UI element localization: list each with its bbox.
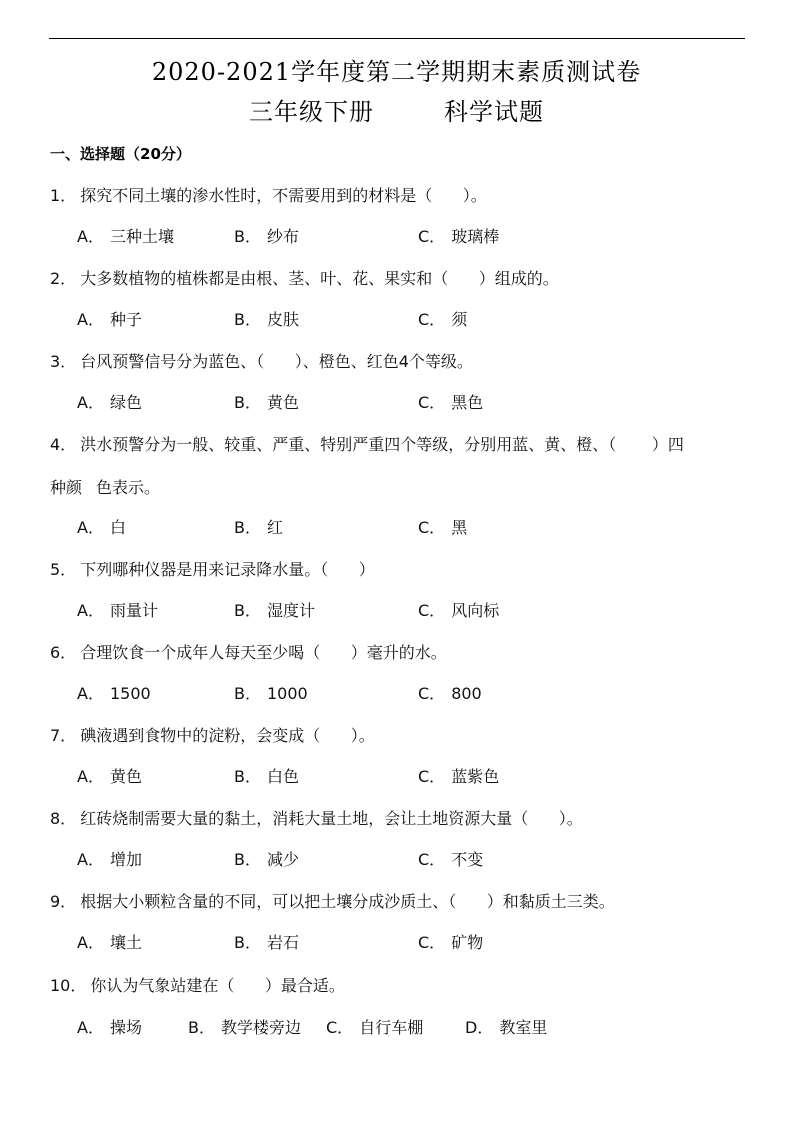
option-c[interactable]: C． 黑色: [418, 393, 484, 412]
option-b[interactable]: B． 教学楼旁边: [188, 1018, 301, 1037]
section-heading: 一、选择题（20分）: [50, 145, 191, 163]
header-rule: [49, 38, 745, 39]
option-b[interactable]: B． 纱布: [234, 227, 299, 246]
option-c[interactable]: C． 不变: [418, 850, 484, 869]
question-3: [50, 350, 750, 374]
question-text-end: ）: [358, 560, 375, 579]
option-a[interactable]: A． 增加: [77, 850, 142, 869]
question-4-continuation: 种颜 色表示。: [50, 478, 161, 497]
question-number: 5．: [50, 560, 77, 579]
option-c[interactable]: C． 须: [418, 310, 468, 329]
answer-blank[interactable]: [456, 890, 487, 914]
question-1: [50, 184, 750, 208]
option-c[interactable]: C． 玻璃棒: [418, 227, 500, 246]
question-number: 2．: [50, 269, 77, 288]
question-2: [50, 267, 750, 291]
answer-blank[interactable]: [320, 724, 351, 748]
options-10: [77, 1016, 677, 1040]
option-c[interactable]: C． 自行车棚: [326, 1018, 424, 1037]
options-6: [77, 682, 677, 706]
subject-label: 科学试题: [444, 98, 544, 126]
question-number: 10．: [50, 976, 87, 995]
exam-subtitle: [0, 96, 793, 128]
question-number: 4．: [50, 435, 77, 454]
question-8: [50, 807, 750, 831]
options-2: [77, 308, 677, 332]
option-a[interactable]: A． 操场: [77, 1018, 142, 1037]
question-text-end: ）。: [462, 186, 487, 205]
option-c[interactable]: C． 风向标: [418, 601, 500, 620]
answer-blank[interactable]: [616, 433, 652, 457]
option-b[interactable]: B． 1000: [234, 684, 308, 703]
option-a[interactable]: A． 壤土: [77, 933, 142, 952]
question-text-end: ）和黏质土三类。: [486, 892, 615, 911]
question-number: 3．: [50, 352, 77, 371]
question-text: 大多数植物的植株都是由根、茎、叶、花、果实和（: [80, 269, 449, 288]
option-b[interactable]: B． 皮肤: [234, 310, 299, 329]
answer-blank[interactable]: [320, 641, 351, 665]
option-a[interactable]: A． 白: [77, 518, 126, 537]
question-10: [50, 974, 750, 998]
answer-blank[interactable]: [264, 350, 295, 374]
question-text-end: ）、橙色、红色4个等级。: [294, 352, 473, 371]
question-9: [50, 890, 750, 914]
options-1: [77, 225, 677, 249]
option-c[interactable]: C． 蓝紫色: [418, 767, 500, 786]
answer-blank[interactable]: [432, 184, 463, 208]
options-4: [77, 516, 677, 540]
question-text-end: ）毫升的水。: [350, 643, 447, 662]
question-number: 6．: [50, 643, 77, 662]
question-text-end: ）。: [350, 726, 375, 745]
option-d[interactable]: D． 教室里: [465, 1018, 548, 1037]
option-c[interactable]: C． 800: [418, 684, 482, 703]
question-text: 洪水预警分为一般、较重、严重、特别严重四个等级，分别用蓝、黄、橙、（: [80, 435, 617, 454]
option-b[interactable]: B． 湿度计: [234, 601, 315, 620]
answer-blank[interactable]: [448, 267, 479, 291]
question-text: 台风预警信号分为蓝色、（: [80, 352, 265, 371]
grade-label: 三年级下册: [249, 98, 374, 126]
option-c[interactable]: C． 黑: [418, 518, 468, 537]
question-text-end: ）组成的。: [478, 269, 559, 288]
question-number: 8．: [50, 809, 77, 828]
question-number: 1．: [50, 186, 77, 205]
question-4: [50, 433, 750, 457]
option-a[interactable]: A． 种子: [77, 310, 142, 329]
exam-title: 2020-2021学年度第二学期期末素质测试卷: [151, 58, 642, 86]
question-text: 合理饮食一个成年人每天至少喝（: [80, 643, 321, 662]
option-b[interactable]: B． 岩石: [234, 933, 299, 952]
answer-blank[interactable]: [528, 807, 559, 831]
option-a[interactable]: A． 黄色: [77, 767, 142, 786]
question-7: [50, 724, 750, 748]
options-3: [77, 391, 677, 415]
options-9: [77, 931, 677, 955]
option-c[interactable]: C． 矿物: [418, 933, 484, 952]
option-a[interactable]: A． 绿色: [77, 393, 142, 412]
question-5: [50, 558, 750, 582]
options-7: [77, 765, 677, 789]
question-text-end: ）最合适。: [264, 976, 345, 995]
question-text: 探究不同土壤的渗水性时，不需要用到的材料是（: [80, 186, 433, 205]
options-5: [77, 599, 677, 623]
option-a[interactable]: A． 雨量计: [77, 601, 158, 620]
option-a[interactable]: A． 三种土壤: [77, 227, 174, 246]
question-number: 9．: [50, 892, 77, 911]
answer-blank[interactable]: [234, 974, 265, 998]
question-text-end: ）。: [558, 809, 583, 828]
question-text-end: ）四: [651, 435, 684, 454]
option-b[interactable]: B． 黄色: [234, 393, 299, 412]
question-text: 根据大小颗粒含量的不同，可以把土壤分成沙质土、（: [80, 892, 457, 911]
question-number: 7．: [50, 726, 77, 745]
question-text: 碘液遇到食物中的淀粉，会变成（: [80, 726, 321, 745]
question-6: [50, 641, 750, 665]
option-b[interactable]: B． 白色: [234, 767, 299, 786]
options-8: [77, 848, 677, 872]
answer-blank[interactable]: [328, 558, 359, 582]
question-text: 红砖烧制需要大量的黏土，消耗大量土地，会让土地资源大量（: [80, 809, 529, 828]
question-text: 你认为气象站建在（: [90, 976, 235, 995]
question-text: 下列哪种仪器是用来记录降水量。（: [80, 560, 329, 579]
option-b[interactable]: B． 减少: [234, 850, 299, 869]
option-a[interactable]: A． 1500: [77, 684, 151, 703]
option-b[interactable]: B． 红: [234, 518, 283, 537]
